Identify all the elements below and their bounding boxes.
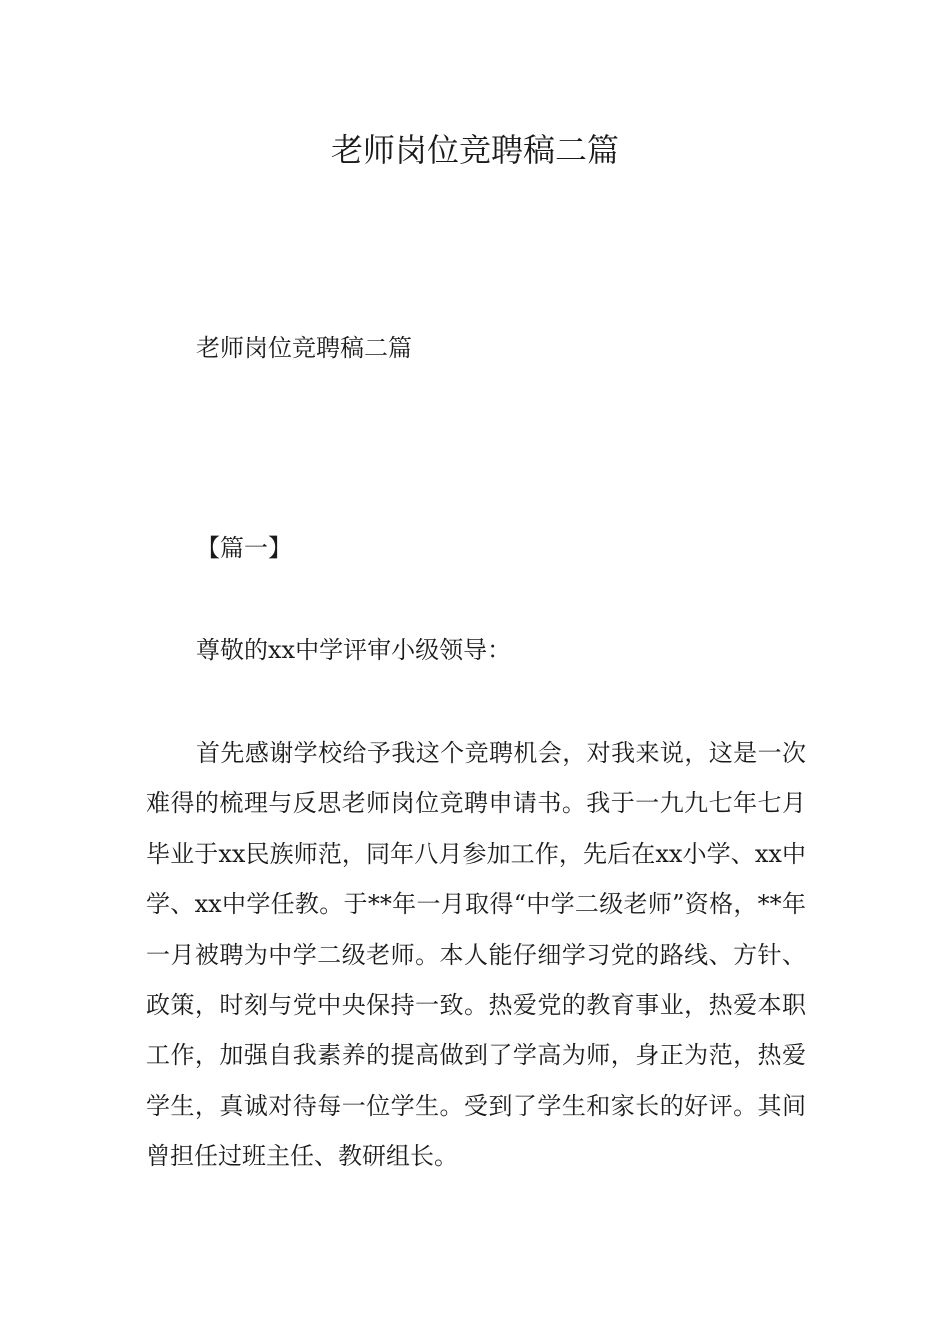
body-paragraph: 首先感谢学校给予我这个竞聘机会，对我来说，这是一次难得的梳理与反思老师岗位竞聘申请书。我于一九九七年七月毕业于xx民族师范，同年八月参加工作，先后在xx小学、xx中学、xx中学任教。于**年一月取得“中学二级老师”资格，**年一月被聘为中学二级老师。本人能仔细学习党的路线、方针、政策，时刻与党中央保持一致。热爱党的教育事业，热爱本职工作，加强自我素养的提高做到了学高为师，身正为范，热爱学生，真诚对待每一位学生。受到了学生和家长的好评。其间曾担任过班主任、教研组长。 — [146, 739, 806, 1171]
document-subtitle: 老师岗位竞聘稿二篇 — [196, 334, 412, 362]
document-title: 老师岗位竞聘稿二篇 — [330, 131, 619, 169]
salutation: 尊敬的xx中学评审小级领导： — [196, 636, 512, 664]
section-marker: 【篇一】 — [196, 534, 292, 562]
